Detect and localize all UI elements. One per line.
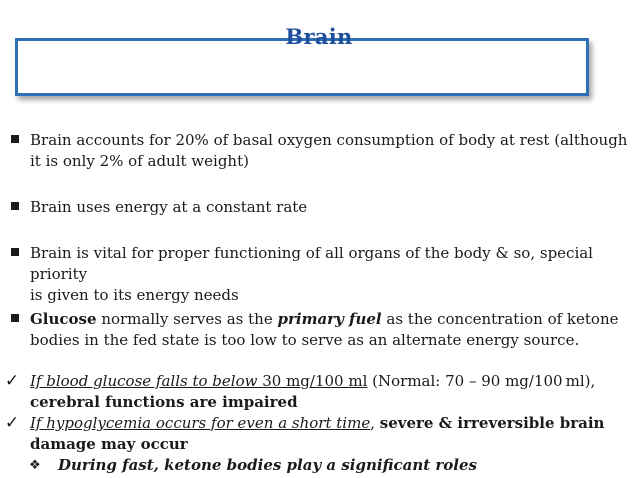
text-run: as the concentration of ketone <box>381 310 619 328</box>
square-bullet-icon <box>6 197 24 218</box>
bullet-line: Brain accounts for 20% of basal oxygen consumption of body at rest (although <box>30 131 628 149</box>
bullet-line: Brain uses energy at a constant rate <box>30 198 308 216</box>
bullet-item-oxygen <box>30 130 634 172</box>
bullet-line <box>30 309 634 330</box>
check-icon: ✓ <box>4 413 20 433</box>
condition-text: If hypoglycemia occurs for even a short time <box>30 414 371 432</box>
check-item-brain-damage <box>4 413 634 455</box>
bullet-line: is given to its energy needs <box>30 286 239 304</box>
sub-bullet-ketone: During fast, ketone bodies play a significant roles <box>58 456 477 474</box>
bullet-line: damage may occur <box>30 435 188 453</box>
bullet-line: bodies in the fed state is too low to serve as an alternate energy source. <box>30 331 580 349</box>
bullet-line: cerebral functions are impaired <box>30 393 298 411</box>
glucose-term: Glucose <box>30 310 97 328</box>
square-bullet-icon <box>6 309 24 330</box>
bullet-line: Brain is vital for proper functioning of all organs of the body & so, special priority <box>30 244 593 283</box>
diamond-bullet-icon: ❖ <box>29 458 41 473</box>
square-bullet-icon <box>6 243 24 264</box>
consequence-text: severe & irreversible brain <box>379 414 605 432</box>
bullet-item-energy-rate <box>30 197 634 218</box>
condition-text: If blood glucose falls to below <box>30 372 263 390</box>
bullet-item-vital <box>30 243 634 306</box>
normal-range: (Normal: 70 – 90 mg/100 ml), <box>367 372 596 390</box>
bullet-item-glucose <box>30 309 634 351</box>
text-run: , <box>370 414 380 432</box>
threshold-value: 30 mg/100 ml <box>262 372 368 390</box>
text-run: normally serves as the <box>96 310 278 328</box>
bullet-line <box>30 413 634 434</box>
primary-fuel-term: primary fuel <box>277 310 382 328</box>
check-item-hypo-threshold <box>4 371 634 413</box>
bullet-line: it is only 2% of adult weight) <box>30 152 249 170</box>
check-icon: ✓ <box>4 371 20 391</box>
square-bullet-icon <box>6 130 24 151</box>
bullet-line <box>30 371 634 392</box>
slide-title: Brain <box>285 24 353 49</box>
